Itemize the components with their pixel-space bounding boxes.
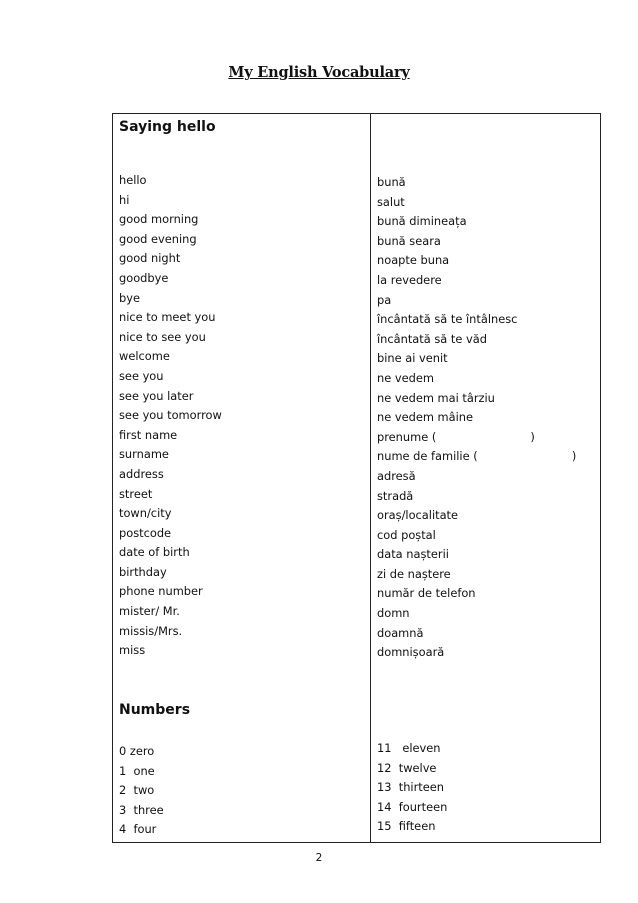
number-item: 3 three: [119, 802, 164, 817]
english-word: good evening: [119, 231, 197, 246]
romanian-word: ne vedem: [377, 370, 434, 385]
english-word: see you: [119, 368, 164, 383]
english-word: street: [119, 486, 153, 501]
english-word: nice to meet you: [119, 310, 216, 325]
english-word: birthday: [119, 564, 167, 579]
english-word: first name: [119, 427, 178, 442]
page-number: 2: [315, 852, 323, 864]
number-item: 0 zero: [119, 744, 155, 758]
english-word: nice to see you: [119, 329, 206, 344]
romanian-word: număr de telefon: [377, 586, 476, 601]
english-word: phone number: [119, 584, 203, 599]
romanian-word: bună dimineața: [377, 214, 467, 229]
romanian-translation-list: [377, 173, 576, 663]
english-word: address: [119, 466, 164, 481]
number-item: 14 fourteen: [377, 799, 448, 814]
romanian-word: ne vedem mai târziu: [377, 390, 495, 405]
romanian-word: ne vedem mâine: [377, 410, 474, 425]
english-word: good night: [119, 251, 181, 266]
english-word: see you later: [119, 388, 194, 403]
romanian-word: domn: [377, 606, 410, 621]
romanian-word: oraș/localitate: [377, 508, 459, 523]
english-word: date of birth: [119, 545, 190, 560]
english-word: welcome: [119, 349, 170, 364]
romanian-word: la revedere: [377, 272, 442, 287]
english-word: bye: [119, 290, 140, 305]
romanian-word: doamnă: [377, 625, 424, 640]
romanian-word: domnișoară: [377, 645, 445, 660]
romanian-word: adresă: [377, 468, 416, 483]
number-item: 4 four: [119, 822, 157, 837]
romanian-word: noapte buna: [377, 253, 450, 268]
romanian-word: stradă: [377, 488, 414, 503]
romanian-word: prenume ( ): [377, 429, 535, 444]
romanian-word: cod poștal: [377, 527, 436, 542]
english-word: mister/ Mr.: [119, 604, 180, 619]
english-word: good morning: [119, 212, 199, 227]
english-word-list: [119, 171, 222, 661]
romanian-word: pa: [377, 292, 392, 307]
english-word: miss: [119, 643, 146, 658]
number-item: 1 one: [119, 763, 155, 778]
romanian-word: bine ai venit: [377, 351, 448, 366]
english-word: goodbye: [119, 270, 169, 285]
romanian-word: nume de familie ( ): [377, 449, 577, 464]
english-word: hello: [119, 173, 147, 187]
romanian-word: încântată să te văd: [377, 331, 487, 346]
number-item: 15 fifteen: [377, 819, 436, 834]
numbers-list-right: [377, 739, 447, 837]
romanian-word: salut: [377, 194, 405, 209]
english-word: town/city: [119, 506, 172, 521]
number-item: 11 eleven: [377, 741, 441, 755]
document-title: My English Vocabulary: [228, 64, 410, 81]
english-word: hi: [119, 192, 130, 207]
section-heading-saying-hello: Saying hello: [119, 119, 216, 135]
section-heading-numbers: Numbers: [119, 702, 191, 718]
column-divider: [370, 114, 371, 842]
romanian-word: data nașterii: [377, 547, 449, 562]
english-word: surname: [119, 447, 169, 462]
romanian-word: bună: [377, 175, 406, 189]
romanian-word: zi de naștere: [377, 566, 451, 581]
numbers-list-left: [119, 742, 164, 840]
english-word: see you tomorrow: [119, 408, 222, 423]
english-word: postcode: [119, 525, 172, 540]
number-item: 2 two: [119, 783, 155, 798]
romanian-word: încântată să te întâlnesc: [377, 312, 518, 327]
english-word: missis/Mrs.: [119, 623, 183, 638]
romanian-word: bună seara: [377, 233, 441, 248]
number-item: 13 thirteen: [377, 780, 444, 795]
vocabulary-table: [112, 113, 601, 843]
number-item: 12 twelve: [377, 760, 437, 775]
